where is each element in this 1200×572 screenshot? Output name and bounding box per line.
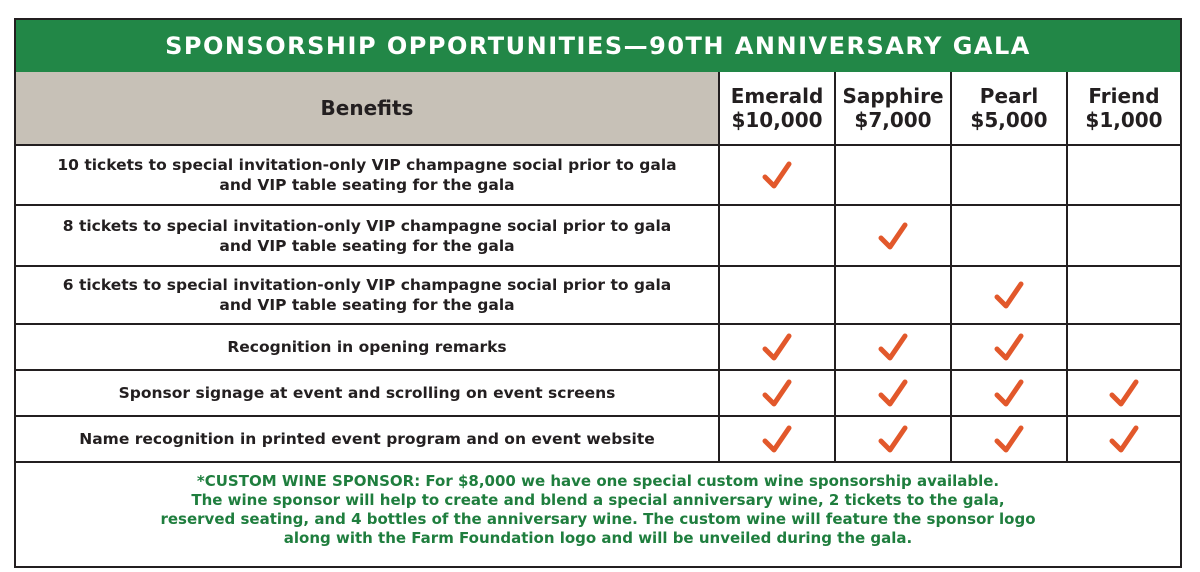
benefit-line: Recognition in opening remarks: [227, 338, 507, 356]
tier-cell-sapphire: [834, 417, 950, 461]
tier-header-pearl: [950, 72, 1066, 144]
tier-cell-friend: [1066, 267, 1180, 323]
checkmark-icon: [876, 219, 910, 253]
tier-header-sapphire: [834, 72, 950, 144]
checkmark-icon: [876, 376, 910, 410]
tier-cell-emerald: [718, 417, 834, 461]
footnote-line: *CUSTOM WINE SPONSOR: For $8,000 we have one special custom wine sponsorship available.: [196, 472, 1000, 490]
checkmark-icon: [876, 330, 910, 364]
tier-price: $10,000: [731, 108, 823, 132]
benefit-row: [16, 323, 1180, 369]
tier-cell-emerald: [718, 267, 834, 323]
page-title: SPONSORSHIP OPPORTUNITIES—90TH ANNIVERSARY GALA: [16, 20, 1180, 72]
footnote-line: The wine sponsor will help to create and blend a special anniversary wine, 2 tickets to the gala,: [191, 491, 1005, 509]
checkmark-icon: [992, 330, 1026, 364]
benefit-row: [16, 369, 1180, 415]
tier-price: $7,000: [854, 108, 932, 132]
footnote-line: reserved seating, and 4 bottles of the anniversary wine. The custom wine will feature the sponsor logo: [160, 510, 1036, 528]
tier-header-friend: [1066, 72, 1180, 144]
checkmark-icon: [760, 330, 794, 364]
tier-header-emerald: [718, 72, 834, 144]
benefit-description: [16, 146, 718, 204]
footnote-line: along with the Farm Foundation logo and will be unveiled during the gala.: [283, 529, 913, 547]
tier-cell-sapphire: [834, 206, 950, 265]
tier-cell-friend: [1066, 146, 1180, 204]
benefits-grid: [16, 72, 1180, 461]
benefit-line: Sponsor signage at event and scrolling on event screens: [118, 384, 616, 402]
benefit-description: [16, 417, 718, 461]
tier-cell-pearl: [950, 417, 1066, 461]
benefit-row: [16, 265, 1180, 323]
tier-cell-pearl: [950, 325, 1066, 369]
benefit-line: and VIP table seating for the gala: [219, 296, 515, 314]
benefit-description: [16, 325, 718, 369]
tier-cell-pearl: [950, 371, 1066, 415]
tier-price: $5,000: [970, 108, 1048, 132]
tier-name: Pearl: [979, 84, 1039, 108]
tier-cell-sapphire: [834, 146, 950, 204]
tier-cell-emerald: [718, 206, 834, 265]
checkmark-icon: [992, 422, 1026, 456]
benefit-line: and VIP table seating for the gala: [219, 236, 515, 255]
tier-cell-sapphire: [834, 325, 950, 369]
benefit-row: [16, 204, 1180, 265]
benefit-line: 8 tickets to special invitation-only VIP champagne social prior to gala: [62, 216, 672, 235]
tier-cell-emerald: [718, 325, 834, 369]
benefit-description: [16, 206, 718, 265]
tier-cell-pearl: [950, 206, 1066, 265]
tier-cell-sapphire: [834, 371, 950, 415]
tier-cell-pearl: [950, 146, 1066, 204]
checkmark-icon: [876, 422, 910, 456]
tier-cell-pearl: [950, 267, 1066, 323]
tier-name: Sapphire: [842, 84, 944, 108]
tier-cell-friend: [1066, 206, 1180, 265]
tier-price: $1,000: [1085, 108, 1163, 132]
tier-cell-sapphire: [834, 267, 950, 323]
sponsorship-table: [14, 18, 1182, 568]
benefit-line: 6 tickets to special invitation-only VIP champagne social prior to gala: [62, 276, 672, 294]
benefit-row: [16, 415, 1180, 461]
tier-cell-emerald: [718, 146, 834, 204]
tier-cell-emerald: [718, 371, 834, 415]
header-row: [16, 72, 1180, 144]
benefit-line: Name recognition in printed event program and on event website: [79, 430, 655, 448]
tier-cell-friend: [1066, 325, 1180, 369]
benefit-row: [16, 144, 1180, 204]
benefit-line: 10 tickets to special invitation-only VIP champagne social prior to gala: [57, 156, 677, 174]
checkmark-icon: [760, 376, 794, 410]
checkmark-icon: [992, 278, 1026, 312]
tier-name: Friend: [1088, 84, 1160, 108]
tier-cell-friend: [1066, 371, 1180, 415]
checkmark-icon: [1107, 376, 1141, 410]
checkmark-icon: [1107, 422, 1141, 456]
checkmark-icon: [992, 376, 1026, 410]
tier-cell-friend: [1066, 417, 1180, 461]
custom-wine-footnote: [16, 461, 1180, 557]
benefit-description: [16, 371, 718, 415]
checkmark-icon: [760, 422, 794, 456]
benefit-description: [16, 267, 718, 323]
checkmark-icon: [760, 158, 794, 192]
benefits-header: Benefits: [16, 72, 718, 144]
tier-name: Emerald: [730, 84, 824, 108]
benefit-line: and VIP table seating for the gala: [219, 176, 515, 194]
